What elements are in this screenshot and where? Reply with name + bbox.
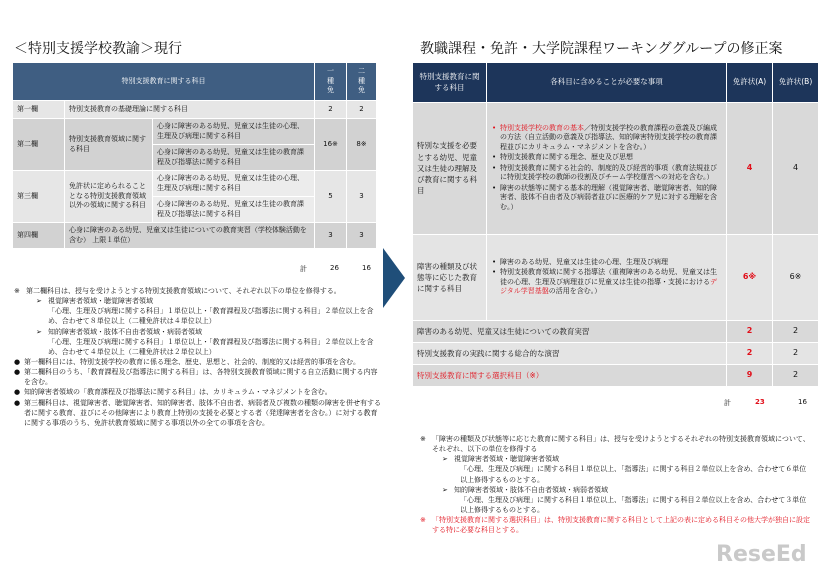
header-first-class: 一種免: [315, 63, 347, 101]
header-content: 各科目に含めることが必要な事項: [487, 63, 727, 103]
right-total-b: 16: [798, 398, 807, 406]
list-item: [491, 268, 722, 296]
row-second: 8※: [347, 119, 377, 171]
right-total-label: 計: [724, 399, 731, 407]
note-text: 「特別支援教育に関する選択科目」は、特別支援教育に関する科目として上記の表に定める科目その他大学が独自に設定する特に必要な科目とする。: [432, 516, 810, 535]
row-license-b: 6※: [773, 235, 819, 321]
row-subject-text: 心身に障害のある幼児、児童又は生徒についての教育実習（学校体験活動を含む）: [69, 226, 307, 244]
row-second: 3: [347, 223, 377, 249]
list-item: • 特別支援教育に関する理念、歴史及び思想: [491, 153, 722, 162]
note-mark: ※: [420, 516, 426, 525]
triangle-bullet-icon: ➢: [36, 297, 42, 306]
row-first: 5: [315, 171, 347, 223]
resed-logo: [714, 539, 820, 567]
note-text: 知的障害者領域・肢体不自由者領域・病弱者領域: [454, 485, 608, 494]
revised-curriculum-table: [412, 62, 819, 387]
note-text: 第二欄科目は、授与を受けようとする特別支援教育領域について、それぞれ以下の単位を修得する。: [26, 287, 341, 295]
note-text: 第一欄科目には、特別支援学校の教育に係る理念、歴史、思想と、社会的、制度的又は経営的事項を含む。: [24, 357, 360, 366]
row-license-a: 6※: [727, 235, 773, 321]
right-arrow-icon: [383, 248, 405, 308]
row-label: 第一欄: [13, 101, 65, 119]
row-subject: 特別支援教育領域に関する科目: [65, 119, 153, 171]
list-item: • 特別支援教育に関する社会的、制度的及び経営的事項（教育法規並びに特別支援学校の教師の役割及びチーム学校運営への対応を含む。）: [491, 164, 722, 183]
row-content: [487, 103, 727, 235]
note-text: 「心理、生理及び病理」に関する科目１単位以上、「指導法」に関する科目２単位以上を含め、合わせて６単位以上修得するものとする。: [460, 465, 807, 484]
row-label: 第三欄: [13, 171, 65, 223]
table-row: [413, 235, 819, 321]
left-total-first: 26: [330, 264, 339, 272]
left-total-second: 16: [362, 264, 371, 272]
row-license-a: 2: [727, 343, 773, 365]
left-total-label: 計: [300, 265, 307, 273]
header-subject: 特別支援教育に関する科目: [13, 63, 315, 101]
bullet-icon: ●: [14, 368, 21, 377]
note-text: 「心理、生理及び病理」に関する科目１単位以上、「指導法」に関する科目２単位以上を含め、合わせて３単位以上修得するものとする。: [460, 495, 807, 514]
table-row: [413, 321, 819, 343]
row-subject: 障害の種類及び状態等に応じた教育に関する科目: [413, 235, 487, 321]
row-first: 16※: [315, 119, 347, 171]
row-second: 2: [347, 101, 377, 119]
row-first: 2: [315, 101, 347, 119]
table-row: [13, 223, 377, 249]
row-license-a: 9: [727, 365, 773, 387]
content-list: [491, 258, 722, 297]
row-license-a: 4: [727, 103, 773, 235]
table-row: [413, 103, 819, 235]
bullet-icon: ●: [14, 388, 21, 397]
list-item-text: の活用を含む。）: [548, 286, 602, 295]
row-license-b: 2: [773, 343, 819, 365]
row-label: 第四欄: [13, 223, 65, 249]
header-license-a: 免許状(A): [727, 63, 773, 103]
red-highlight: デジタル学習基盤: [500, 277, 717, 295]
row-unit-note: 上限１単位）: [92, 235, 135, 244]
right-notes: [420, 434, 810, 535]
note-mark: ※: [420, 435, 426, 443]
note-text: 第三欄科目は、視覚障害者、聴覚障害者、知的障害者、肢体不自由者、病弱者及び複数の種類の障害を併せ有する者に関する教育、並びにその他障害により教育上特別の支援を必要とする者（発達障害者を含む。）に対する教育に関する事項のうち、免許状教育領域に関する事項以外の全ての事項を含む。: [24, 398, 381, 427]
bullet-icon: ●: [14, 357, 21, 366]
current-curriculum-table: [12, 62, 377, 249]
list-item-text: 特別支援教育領域に関する指導法（重複障害のある幼児、児童又は生徒の心理、生理及び病理並びに児童又は生徒の指導・支援における: [500, 268, 717, 286]
row-subject: 免許状に定められることとなる特別支援教育領域以外の領域に関する科目: [65, 171, 153, 223]
row-subject: 特別な支援を必要とする幼児、児童又は生徒の理解及び教育に関する科目: [413, 103, 487, 235]
note-text: 「心理、生理及び病理に関する科目」１単位以上・「教育課程及び指導法に関する科目」２単位以上を含め、合わせて４単位以上（二種免許状は２単位以上）: [48, 337, 374, 356]
left-notes: [14, 286, 384, 428]
table-row: [13, 101, 377, 119]
row-second: 3: [347, 171, 377, 223]
row-subject: 特別支援教育の実践に関する総合的な演習: [413, 343, 727, 365]
note-text: 「心理、生理及び病理に関する科目」１単位以上・「教育課程及び指導法に関する科目」２単位以上を含め、合わせて８単位以上（二種免許状は４単位以上）: [48, 307, 374, 326]
row-content: [487, 235, 727, 321]
left-page-title: ＜特別支援学校教諭＞現行: [14, 41, 182, 57]
row-license-a: 2: [727, 321, 773, 343]
table-row: [13, 171, 377, 197]
row-subject: 特別支援教育の基礎理論に関する科目: [65, 101, 315, 119]
row-sub-method: 心身に障害のある幼児、児童又は生徒の教育課程及び指導法に関する科目: [153, 145, 315, 171]
note-text: 視覚障害者領域・聴覚障害者領域: [454, 455, 559, 464]
header-license-b: 免許状(B): [773, 63, 819, 103]
row-sub-psych: 心身に障害のある幼児、児童又は生徒の心理、生理及び病理に関する科目: [153, 171, 315, 197]
list-item: • 障害の状態等に関する基本的理解（視覚障害者、聴覚障害者、知的障害者、肢体不自由者及び病弱者並びに医療的ケア児に対する理解を含む。）: [491, 184, 722, 212]
triangle-bullet-icon: ➢: [36, 327, 42, 336]
content-list: [491, 124, 722, 212]
row-sub-method: 心身に障害のある幼児、児童又は生徒の教育課程及び指導法に関する科目: [153, 197, 315, 223]
triangle-bullet-icon: ➢: [442, 455, 448, 464]
list-item-text: ／特別支援学校の教育課程の意義及び編成の方法（自立活動の意義及び指導法、知的障害特別支援学校の教育課程並びにカリキュラム・マネジメントを含む。）: [500, 124, 717, 151]
row-subject: [65, 223, 315, 249]
row-license-b: 4: [773, 103, 819, 235]
svg-text:ReseEd: ReseEd: [716, 542, 807, 567]
table-row: [413, 365, 819, 387]
header-subject: 特別支援教育に関する科目: [413, 63, 487, 103]
list-item: [491, 124, 722, 152]
triangle-bullet-icon: ➢: [442, 485, 448, 494]
header-second-class: 二種免: [347, 63, 377, 101]
bullet-icon: ●: [14, 398, 21, 407]
row-label: 第二欄: [13, 119, 65, 171]
table-header-row: [413, 63, 819, 103]
right-total-a: 23: [755, 398, 765, 406]
row-license-b: 2: [773, 321, 819, 343]
note-text: 視覚障害者領域・聴覚障害者領域: [48, 297, 153, 306]
row-subject: 障害のある幼児、児童又は生徒についての教育実習: [413, 321, 727, 343]
red-highlight: 特別支援学校の教育の基本: [500, 124, 584, 133]
list-item: • 障害のある幼児、児童又は生徒の心理、生理及び病理: [491, 258, 722, 267]
table-header-row: [13, 63, 377, 101]
row-license-b: 2: [773, 365, 819, 387]
table-row: [13, 119, 377, 145]
row-first: 3: [315, 223, 347, 249]
table-row: [413, 343, 819, 365]
right-page-title: 教職課程・免許・大学院課程ワーキンググループの修正案: [420, 41, 783, 57]
note-text: 知的障害者領域の「教育課程及び指導法に関する科目」は、カリキュラム・マネジメントを含む。: [24, 388, 332, 397]
note-text: 第二欄科目のうち、「教育課程及び指導法に関する科目」は、各特別支援教育領域に関する自立活動に関する内容を含む。: [24, 368, 378, 387]
row-sub-psych: 心身に障害のある幼児、児童又は生徒の心理、生理及び病理に関する科目: [153, 119, 315, 145]
note-mark: ※: [14, 287, 20, 295]
note-text: 知的障害者領域・肢体不自由者領域・病弱者領域: [48, 327, 202, 336]
note-text: 「障害の種類及び状態等に応じた教育に関する科目」は、授与を受けようとするそれぞれの特別支援教育領域について、それぞれ、以下の単位を修得する: [432, 435, 810, 454]
row-subject: 特別支援教育に関する選択科目（※）: [413, 365, 727, 387]
